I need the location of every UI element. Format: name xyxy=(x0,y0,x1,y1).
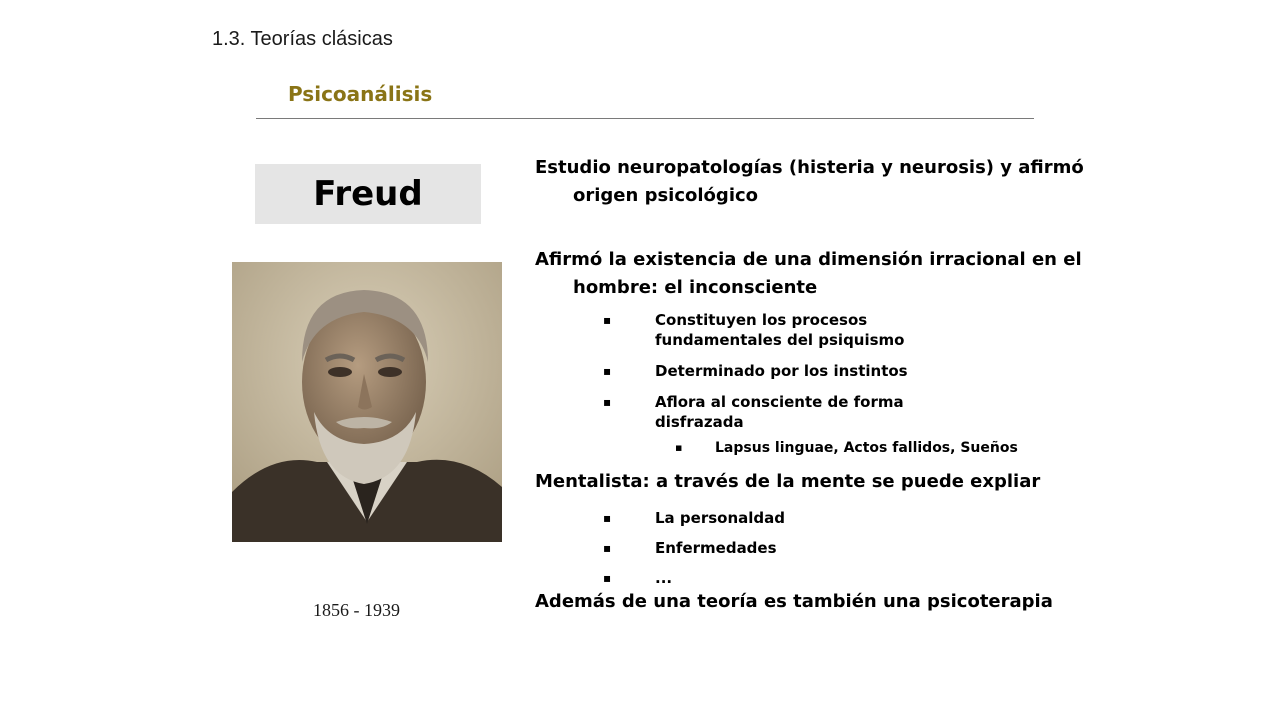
figure-name: Freud xyxy=(313,174,423,214)
slide-subtitle: Psicoanálisis xyxy=(288,82,433,106)
list-item-label: ... xyxy=(655,569,673,587)
point-mentalist: Mentalista: a través de la mente se puede expliar xyxy=(535,471,1041,492)
point-unconscious: Afirmó la existencia de una dimensión irracional en el hombre: el inconsciente xyxy=(535,249,1082,298)
divider-line xyxy=(256,118,1034,119)
list-item-label: Determinado por los instintos xyxy=(655,362,908,380)
list-item-label: La personaldad xyxy=(655,509,785,527)
point-psychotherapy: Además de una teoría es también una psicoterapia xyxy=(535,591,1053,612)
list-item-label: Constituyen los procesos fundamentales del psiquismo xyxy=(655,311,905,349)
list-item xyxy=(535,310,945,350)
list-item xyxy=(535,392,945,432)
bullet-icon: ▪ xyxy=(603,313,612,327)
list-item xyxy=(535,361,945,381)
sub-list-item xyxy=(535,438,1100,458)
bullet-icon: ▪ xyxy=(603,541,612,555)
list-item xyxy=(535,508,945,528)
portrait-photo xyxy=(232,262,502,542)
list-item xyxy=(535,538,945,558)
content-list xyxy=(535,154,1100,616)
bullet-icon: ▪ xyxy=(603,395,612,409)
list-item-label: Aflora al consciente de forma disfrazada xyxy=(655,393,904,431)
bullet-icon: ▪ xyxy=(603,364,612,378)
bullet-icon: ▪ xyxy=(603,511,612,525)
portrait-image xyxy=(232,262,502,542)
name-box xyxy=(255,164,481,224)
list-item xyxy=(535,568,945,588)
list-item-label: Lapsus linguae, Actos fallidos, Sueños xyxy=(715,440,1018,456)
point-neuropathologies: Estudio neuropatologías (histeria y neurosis) y afirmó origen psicológico xyxy=(535,157,1084,206)
life-dates: 1856 - 1939 xyxy=(313,600,400,620)
list-item-label: Enfermedades xyxy=(655,539,777,557)
bullet-icon: ▪ xyxy=(675,441,683,454)
bullet-icon: ▪ xyxy=(603,571,612,585)
section-title: 1.3. Teorías clásicas xyxy=(212,28,393,50)
